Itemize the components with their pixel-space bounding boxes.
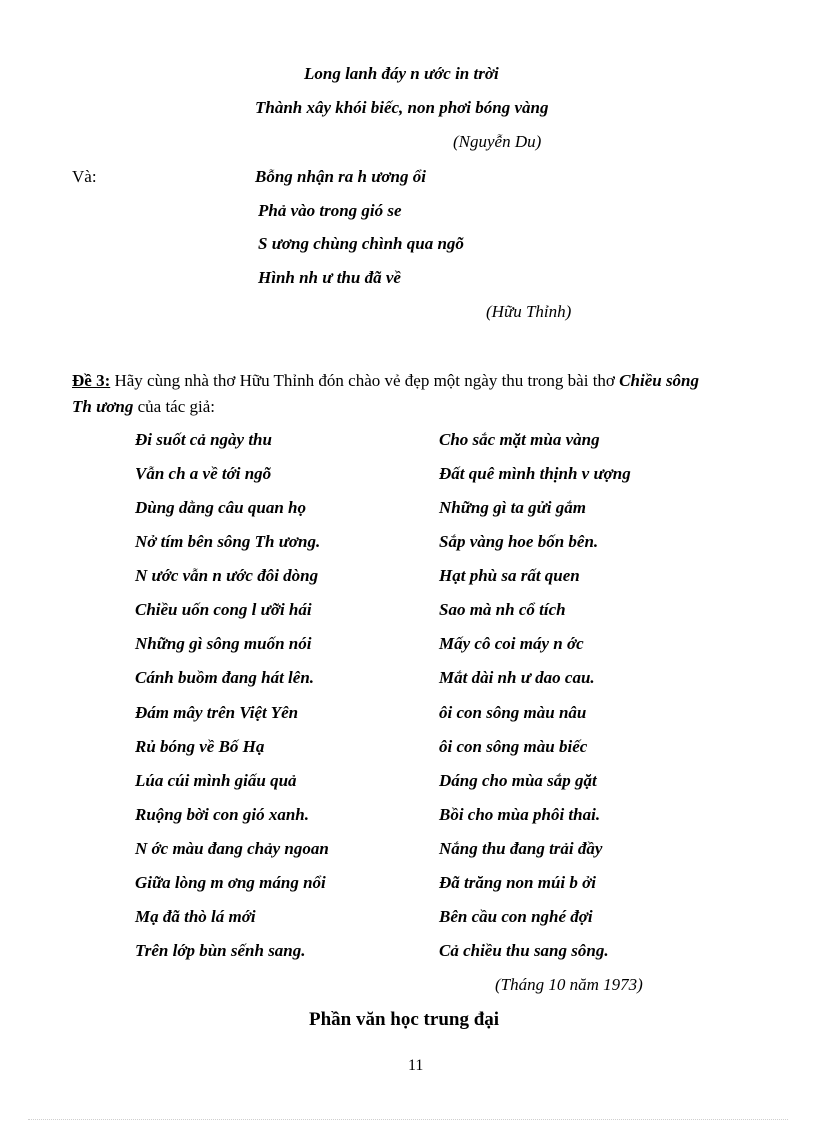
poem3-left-line: Nở tím bên sông Th ương. [135,532,321,551]
poem3-left-line: Đám mây trên Việt Yên [135,703,299,722]
poem-title-part2: Th ương [72,397,134,416]
poem1-author: (Nguyễn Du) [453,132,542,151]
task-label: Đề 3: [72,371,111,390]
section-heading: Phần văn học trung đại [309,1009,500,1030]
poem3-right-line: Cả chiều thu sang sông. [439,941,609,960]
poem3-left-line: Vẫn ch a về tới ngõ [135,464,272,483]
poem3-left-line: Ruộng bời con gió xanh. [135,805,309,824]
poem3-right-line: Mắt dài nh ư dao cau. [439,668,595,687]
poem3-right-line: Sắp vàng hoe bốn bên. [439,532,599,551]
poem3-right-line: Những gì ta gửi gắm [439,498,586,517]
poem3-right-line: Nắng thu đang trải đầy [439,839,603,858]
poem3-right-line: ôi con sông màu nâu [439,703,587,722]
task-text: Hãy cùng nhà thơ Hữu Thỉnh đón chào vẻ đẹp một ngày thu trong bài thơ [110,371,620,390]
poem2-line-1: Bỗng nhận ra h ương ổi [255,167,426,186]
poem3-right-line: Sao mà nh cổ tích [439,600,566,619]
poem3-right-line: Dáng cho mùa sắp gặt [439,771,597,790]
task-line-1 [72,371,699,391]
task-line-2 [72,397,215,417]
poem3-left-line: N ớc màu đang chảy ngoan [135,839,329,858]
poem3-left-line: Những gì sông muốn nói [135,634,312,653]
poem3-right-line: ôi con sông màu biếc [439,737,588,756]
task-suffix: của tác giả: [133,397,216,416]
poem3-left-line: Mạ đã thò lá mới [135,907,256,926]
page-number: 11 [408,1057,424,1074]
poem3-right-line: Hạt phù sa rất quen [439,566,580,585]
poem3-right-line: Cho sắc mặt mùa vàng [439,430,600,449]
poem2-line-4: Hình nh ư thu đã về [258,268,401,287]
poem3-left-line: Lúa cúi mình giấu quả [135,771,297,790]
poem3-left-line: Đi suốt cả ngày thu [135,430,272,449]
poem3-right-line: Đã trăng non múi b ởi [439,873,596,892]
poem3-left-line: Dùng dằng câu quan họ [135,498,307,517]
poem3-right-line: Bên cầu con nghé đợi [439,907,593,926]
poem3-left-line: Trên lớp bùn sếnh sang. [135,941,306,960]
poem3-left-line: Rủ bóng về Bố Hạ [135,737,265,756]
poem3-right-line: Đất quê mình thịnh v ượng [439,464,631,483]
poem3-right-line: Bồi cho mùa phôi thai. [439,805,601,824]
poem3-date: (Tháng 10 năm 1973) [495,975,643,994]
poem-title-part1: Chiều sông [619,371,700,390]
poem1-line-1: Long lanh đáy n ước in trời [304,64,499,83]
poem2-author: (Hữu Thỉnh) [486,302,572,321]
poem3-right-line: Mấy cô coi máy n ớc [439,634,584,653]
poem2-intro: Và: [72,167,97,186]
poem3-left-line: Chiều uốn cong l ưỡi hái [135,600,312,619]
poem2-line-2: Phả vào trong gió se [258,201,402,220]
poem2-line-3: S ương chùng chình qua ngõ [258,234,464,253]
footer-divider [28,1119,788,1120]
poem3-left-line: Cánh buồm đang hát lên. [135,668,315,687]
poem3-left-line: Giữa lòng m ơng máng nổi [135,873,326,892]
poem3-left-line: N ước vẫn n ước đôi dòng [135,566,319,585]
poem1-line-2: Thành xây khói biếc, non phơi bóng vàng [255,98,549,117]
